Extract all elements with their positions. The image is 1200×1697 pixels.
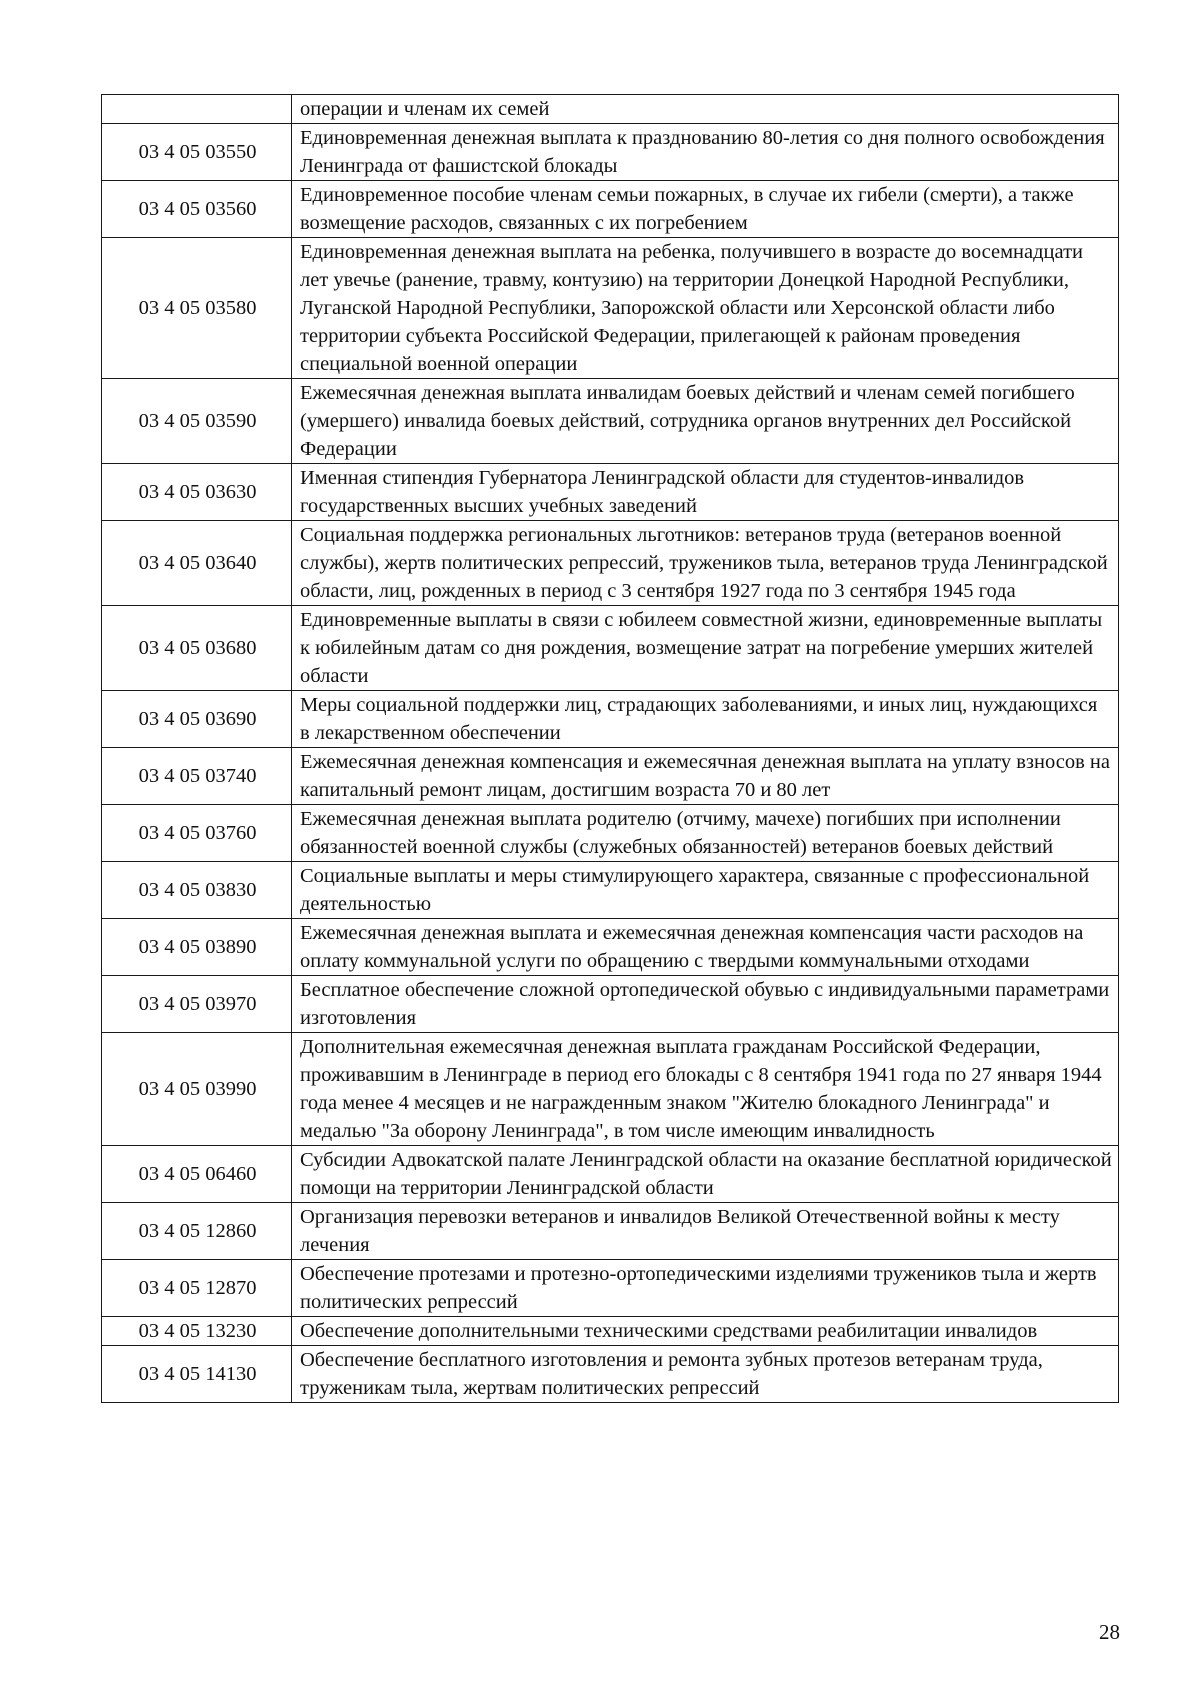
table-row <box>102 181 1119 238</box>
table-row <box>102 1317 1119 1346</box>
row-description: Именная стипендия Губернатора Ленинградской области для студентов-инвалидов государственных высших учебных заведений <box>292 464 1119 521</box>
table-row <box>102 379 1119 464</box>
row-code: 03 4 05 03690 <box>102 691 292 748</box>
table-row <box>102 1346 1119 1403</box>
row-description: Бесплатное обеспечение сложной ортопедической обувью с индивидуальными параметрами изготовления <box>292 976 1119 1033</box>
row-code: 03 4 05 03680 <box>102 606 292 691</box>
row-description: Ежемесячная денежная выплата и ежемесячная денежная компенсация части расходов на оплату коммунальной услуги по обращению с твердыми коммунальными отходами <box>292 919 1119 976</box>
row-description: Социальная поддержка региональных льготников: ветеранов труда (ветеранов военной службы), жертв политических репрессий, тружеников тыла, ветеранов труда Ленинградской области, лиц, рожденных в период с 3 сентября 1927 года по 3 сентября 1945 года <box>292 521 1119 606</box>
row-description: операции и членам их семей <box>292 95 1119 124</box>
row-code: 03 4 05 03890 <box>102 919 292 976</box>
page-number: 28 <box>1099 1620 1120 1644</box>
table-row <box>102 1260 1119 1317</box>
row-description: Обеспечение дополнительными техническими средствами реабилитации инвалидов <box>292 1317 1119 1346</box>
row-description: Ежемесячная денежная компенсация и ежемесячная денежная выплата на уплату взносов на капитальный ремонт лицам, достигшим возраста 70 и 80 лет <box>292 748 1119 805</box>
table-row <box>102 464 1119 521</box>
table-row <box>102 976 1119 1033</box>
row-description: Субсидии Адвокатской палате Ленинградской области на оказание бесплатной юридической помощи на территории Ленинградской области <box>292 1146 1119 1203</box>
row-description: Дополнительная ежемесячная денежная выплата гражданам Российской Федерации, проживавшим в Ленинграде в период его блокады с 8 сентября 1941 года по 27 января 1944 года менее 4 месяцев и не награжденным знаком "Жителю блокадного Ленинграда" и медалью "За оборону Ленинграда", в том числе имеющим инвалидность <box>292 1033 1119 1146</box>
budget-codes-table <box>101 94 1119 1403</box>
row-code: 03 4 05 03830 <box>102 862 292 919</box>
table-row <box>102 691 1119 748</box>
row-description: Меры социальной поддержки лиц, страдающих заболеваниями, и иных лиц, нуждающихся в лекарственном обеспечении <box>292 691 1119 748</box>
table-row <box>102 1033 1119 1146</box>
table-row <box>102 748 1119 805</box>
row-code: 03 4 05 03740 <box>102 748 292 805</box>
row-description: Обеспечение бесплатного изготовления и ремонта зубных протезов ветеранам труда, труженикам тыла, жертвам политических репрессий <box>292 1346 1119 1403</box>
row-code: 03 4 05 03630 <box>102 464 292 521</box>
row-code: 03 4 05 03590 <box>102 379 292 464</box>
table-row <box>102 95 1119 124</box>
table-body <box>102 95 1119 1403</box>
row-code: 03 4 05 03970 <box>102 976 292 1033</box>
row-description: Социальные выплаты и меры стимулирующего характера, связанные с профессиональной деятельностью <box>292 862 1119 919</box>
row-description: Единовременные выплаты в связи с юбилеем совместной жизни, единовременные выплаты к юбилейным датам со дня рождения, возмещение затрат на погребение умерших жителей области <box>292 606 1119 691</box>
table-row <box>102 919 1119 976</box>
row-code: 03 4 05 03990 <box>102 1033 292 1146</box>
table-row <box>102 805 1119 862</box>
row-code <box>102 95 292 124</box>
row-code: 03 4 05 12860 <box>102 1203 292 1260</box>
row-code: 03 4 05 03760 <box>102 805 292 862</box>
row-code: 03 4 05 13230 <box>102 1317 292 1346</box>
row-code: 03 4 05 03640 <box>102 521 292 606</box>
row-code: 03 4 05 03550 <box>102 124 292 181</box>
row-description: Ежемесячная денежная выплата родителю (отчиму, мачехе) погибших при исполнении обязанностей военной службы (служебных обязанностей) ветеранов боевых действий <box>292 805 1119 862</box>
table-row <box>102 238 1119 379</box>
row-code: 03 4 05 06460 <box>102 1146 292 1203</box>
row-code: 03 4 05 12870 <box>102 1260 292 1317</box>
row-code: 03 4 05 14130 <box>102 1346 292 1403</box>
table-row <box>102 1203 1119 1260</box>
row-description: Ежемесячная денежная выплата инвалидам боевых действий и членам семей погибшего (умершего) инвалида боевых действий, сотрудника органов внутренних дел Российской Федерации <box>292 379 1119 464</box>
table-row <box>102 862 1119 919</box>
table-row <box>102 521 1119 606</box>
row-description: Единовременная денежная выплата к празднованию 80-летия со дня полного освобождения Ленинграда от фашистской блокады <box>292 124 1119 181</box>
row-description: Обеспечение протезами и протезно-ортопедическими изделиями тружеников тыла и жертв политических репрессий <box>292 1260 1119 1317</box>
row-description: Единовременное пособие членам семьи пожарных, в случае их гибели (смерти), а также возмещение расходов, связанных с их погребением <box>292 181 1119 238</box>
table-row <box>102 1146 1119 1203</box>
row-description: Единовременная денежная выплата на ребенка, получившего в возрасте до восемнадцати лет увечье (ранение, травму, контузию) на территории Донецкой Народной Республики, Луганской Народной Республики, Запорожской области или Херсонской области либо территории субъекта Российской Федерации, прилегающей к районам проведения специальной военной операции <box>292 238 1119 379</box>
row-description: Организация перевозки ветеранов и инвалидов Великой Отечественной войны к месту лечения <box>292 1203 1119 1260</box>
row-code: 03 4 05 03580 <box>102 238 292 379</box>
table-row <box>102 124 1119 181</box>
table-row <box>102 606 1119 691</box>
row-code: 03 4 05 03560 <box>102 181 292 238</box>
